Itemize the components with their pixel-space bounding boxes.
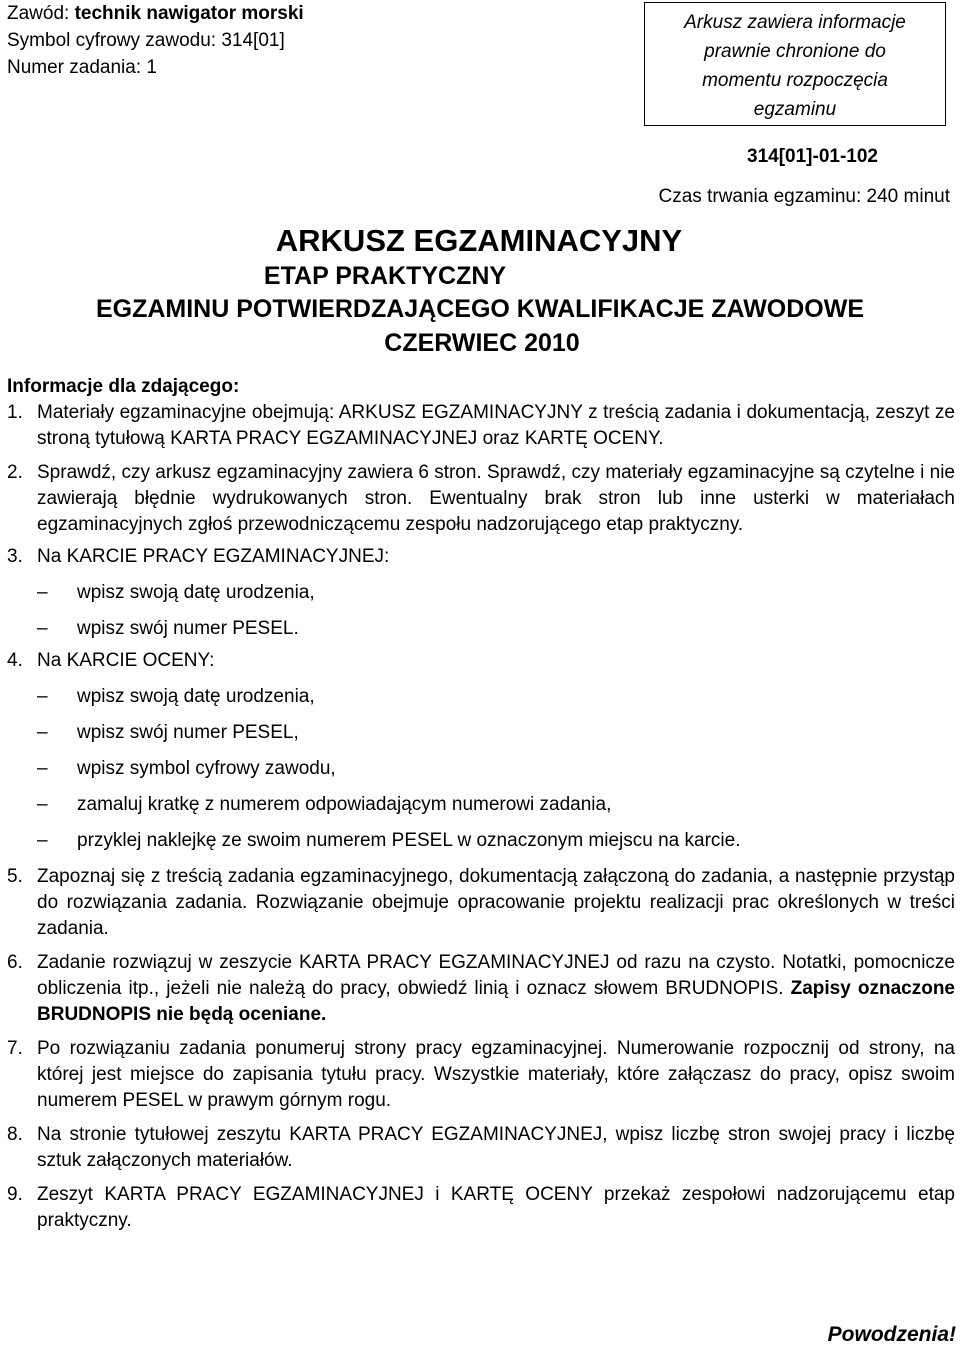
item-text: Na KARCIE PRACY EGZAMINACYJNEJ: <box>37 546 390 567</box>
sub-item-text: wpisz swoją datę urodzenia, <box>77 582 315 603</box>
profession-value: technik nawigator morski <box>74 3 304 24</box>
task-number-label: Numer zadania: <box>7 57 147 78</box>
sub-item <box>37 720 955 746</box>
sub-item-text: przyklej naklejkę ze swoim numerem PESEL w oznaczonym miejscu na karcie. <box>77 830 741 851</box>
item-text: Sprawdź, czy arkusz egzaminacyjny zawiera 6 stron. Sprawdź, czy materiały egzaminacyjne są czytelne i nie zawierają błędnie wydrukowanych stron. Ewentualny brak stron lub inne usterki w materiałach egzaminacyjnych zgłoś przewodniczącemu zespołu nadzorującego etap praktyczny. <box>37 462 955 535</box>
main-title: ARKUSZ EGZAMINACYJNY <box>275 223 683 258</box>
sub-item <box>37 580 955 606</box>
item-text: Materiały egzaminacyjne obejmują: ARKUSZ EGZAMINACYJNY z treścią zadania i dokumentacją, zeszyt ze stroną tytułową KARTA PRACY EGZAMINACYJNEJ oraz KARTĘ OCENY. <box>37 402 955 449</box>
document-titles <box>0 222 960 360</box>
list-item <box>7 950 955 1028</box>
sub-item-text: wpisz swoją datę urodzenia, <box>77 686 315 707</box>
task-number-value: 1 <box>146 57 157 78</box>
item-number: 2. <box>7 462 23 483</box>
stage-title: ETAP PRAKTYCZNY <box>263 262 507 290</box>
good-luck-footer: Powodzenia! <box>827 1323 956 1346</box>
instructions-list <box>7 400 955 1234</box>
list-item <box>7 648 955 674</box>
list-item <box>7 1182 955 1234</box>
session-title: CZERWIEC 2010 <box>384 329 580 357</box>
item-text-plain: Zadanie rozwiązuj w zeszycie KARTA PRACY EGZAMINACYJNEJ od razu na czysto. Notatki, pomocnicze obliczenia itp., jeżeli nie należą do pracy, obwiedź linią i oznacz słowem BRUDNOPIS. <box>37 952 955 999</box>
item-text: Zeszyt KARTA PRACY EGZAMINACYJNEJ i KARTĘ OCENY przekaż zespołowi nadzorującemu etap praktyczny. <box>37 1184 955 1231</box>
dash-bullet: – <box>37 830 48 851</box>
sub-item-text: wpisz symbol cyfrowy zawodu, <box>77 758 336 779</box>
notice-line-2: prawnie chronione do <box>704 41 886 62</box>
item-number: 6. <box>7 952 23 973</box>
exam-code: 314[01]-01-102 <box>747 146 878 167</box>
item-text: Po rozwiązaniu zadania ponumeruj strony pracy egzaminacyjnej. Numerowanie rozpocznij od strony, na której jest miejsce do zapisania tytułu pracy. Wszystkie materiały, które załączasz do pracy, opisz swoim numerem PESEL w prawym górnym rogu. <box>37 1038 955 1111</box>
dash-bullet: – <box>37 582 48 603</box>
item-text: Na stronie tytułowej zeszytu KARTA PRACY EGZAMINACYJNEJ, wpisz liczbę stron swojej pracy i liczbę sztuk załączonych materiałów. <box>37 1124 955 1171</box>
sub-item-text: wpisz swój numer PESEL. <box>77 618 299 639</box>
item-number: 8. <box>7 1124 23 1145</box>
list-item <box>7 1122 955 1174</box>
item-number: 5. <box>7 866 23 887</box>
dash-bullet: – <box>37 686 48 707</box>
symbol-label: Symbol cyfrowy zawodu: <box>7 30 222 51</box>
item-text <box>37 950 955 1028</box>
info-heading: Informacje dla zdającego: <box>7 376 240 397</box>
notice-line-4: egzaminu <box>753 99 837 120</box>
symbol-value: 314[01] <box>221 30 285 51</box>
dash-bullet: – <box>37 758 48 779</box>
sub-item <box>37 616 955 642</box>
list-item <box>7 1036 955 1114</box>
sub-item-text: wpisz swój numer PESEL, <box>77 722 299 743</box>
exam-type-title: EGZAMINU POTWIERDZAJĄCEGO KWALIFIKACJE ZAWODOWE <box>95 295 865 323</box>
dash-bullet: – <box>37 722 48 743</box>
item-number: 1. <box>7 402 23 423</box>
list-item <box>7 460 955 538</box>
profession-label: Zawód: <box>7 3 75 24</box>
profession-row <box>7 0 407 27</box>
list-item <box>7 544 955 570</box>
task-number-row <box>7 54 407 81</box>
dash-bullet: – <box>37 794 48 815</box>
sub-item-text: zamaluj kratkę z numerem odpowiadającym numerowi zadania, <box>77 794 612 815</box>
dash-bullet: – <box>37 618 48 639</box>
list-item <box>7 400 955 452</box>
item-number: 3. <box>7 546 23 567</box>
legal-notice-box <box>644 2 946 126</box>
exam-header-info <box>7 0 407 81</box>
item-number: 4. <box>7 650 23 671</box>
sub-item <box>37 792 955 818</box>
item-text: Zapoznaj się z treścią zadania egzaminacyjnego, dokumentacją załączoną do zadania, a następnie przystąp do rozwiązania zadania. Rozwiązanie obejmuje opracowanie projektu realizacji prac określonych w treści zadania. <box>37 866 955 939</box>
sub-item <box>37 756 955 782</box>
list-item <box>7 864 955 942</box>
exam-duration: Czas trwania egzaminu: 240 minut <box>658 186 950 207</box>
item-text-bold: Zapisy oznaczone BRUDNOPIS nie będą oceniane. <box>37 978 955 1025</box>
symbol-row <box>7 27 407 54</box>
item-number: 9. <box>7 1184 23 1205</box>
sub-item <box>37 684 955 710</box>
notice-line-3: momentu rozpoczęcia <box>702 70 888 91</box>
sub-item <box>37 828 955 854</box>
item-text: Na KARCIE OCENY: <box>37 650 215 671</box>
item-number: 7. <box>7 1038 23 1059</box>
notice-line-1: Arkusz zawiera informacje <box>684 12 906 33</box>
